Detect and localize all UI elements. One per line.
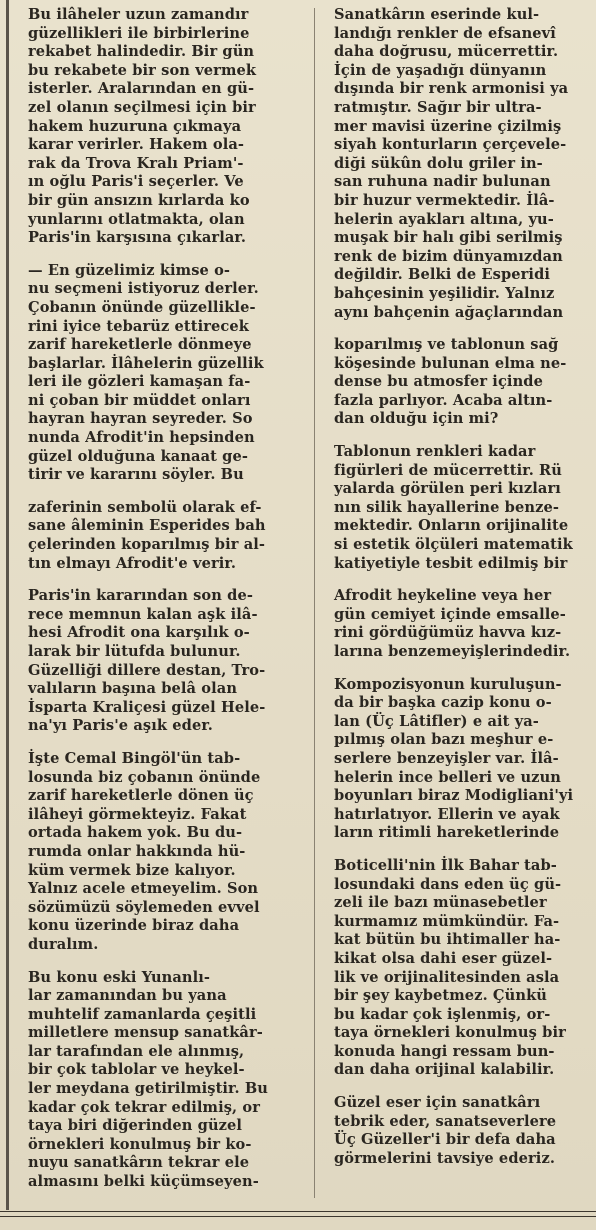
text-line: rini gördüğümüz havva kız- bbox=[334, 624, 562, 642]
text-line: nın silik hayallerine benze- bbox=[334, 498, 559, 516]
text-line: küm vermek bize kalıyor. bbox=[28, 861, 236, 879]
text-line: almasını belki küçümseyen- bbox=[28, 1173, 259, 1191]
text-line: mer mavisi üzerine çizilmiş bbox=[334, 117, 562, 135]
text-line: karar verirler. Hakem ola- bbox=[28, 136, 245, 154]
text-line: Boticelli'nin İlk Bahar tab- bbox=[334, 856, 557, 874]
text-line: si estetik ölçüleri matematik bbox=[334, 536, 573, 554]
text-line: dan daha orijinal kalabilir. bbox=[334, 1061, 555, 1079]
text-line: Kompozisyonun kuruluşun- bbox=[334, 675, 562, 693]
text-line: aynı bahçenin ağaçlarından bbox=[334, 303, 564, 321]
text-line: isterler. Aralarından en gü- bbox=[28, 80, 255, 98]
text-line: ratmıştır. Sağır bir ultra- bbox=[334, 98, 542, 116]
text-line: rini iyice tebarüz ettirecek bbox=[28, 317, 250, 335]
paragraph bbox=[334, 6, 584, 322]
text-line: diği sükûn dolu griler in- bbox=[334, 154, 543, 172]
text-line: hayran hayran seyreder. So bbox=[28, 410, 253, 428]
text-line: tın elmayı Afrodit'e verir. bbox=[28, 554, 237, 572]
text-line: fazla parlıyor. Acaba altın- bbox=[334, 391, 553, 409]
paragraph bbox=[334, 587, 584, 661]
text-line: da bir başka cazip konu o- bbox=[334, 694, 552, 712]
text-line: hesi Afrodit ona karşılık o- bbox=[28, 624, 250, 642]
text-line: dense bu atmosfer içinde bbox=[334, 373, 543, 391]
paragraph bbox=[334, 1094, 584, 1168]
text-line: san ruhuna nadir bulunan bbox=[334, 173, 551, 191]
text-line: katiyetiyle tesbit edilmiş bir bbox=[334, 554, 568, 572]
text-line: bir çok tablolar ve heykel- bbox=[28, 1061, 245, 1079]
text-line: Yalnız acele etmeyelim. Son bbox=[28, 880, 259, 898]
text-line: lik ve orijinalitesinden asla bbox=[334, 968, 560, 986]
text-line: yunlarını otlatmakta, olan bbox=[28, 210, 245, 228]
text-line: kadar çok tekrar edilmiş, or bbox=[28, 1098, 261, 1116]
text-line: sane âleminin Esperides bah bbox=[28, 517, 266, 535]
text-line: ortada hakem yok. Bu du- bbox=[28, 824, 243, 842]
text-line: bu rekabete bir son vermek bbox=[28, 61, 257, 79]
text-line: rumda onlar hakkında hü- bbox=[28, 842, 246, 860]
text-line: gün cemiyet içinde emsalle- bbox=[334, 605, 566, 623]
text-line: helerin ayakları altına, yu- bbox=[334, 210, 554, 228]
text-line: mektedir. Onların orijinalite bbox=[334, 517, 569, 535]
paragraph bbox=[28, 587, 308, 736]
text-line: çelerinden koparılmış bir al- bbox=[28, 536, 266, 554]
text-line: serlere benzeyişler var. İlâ- bbox=[334, 749, 559, 767]
text-line: ni çoban bir müddet onları bbox=[28, 391, 251, 409]
left-column bbox=[28, 6, 308, 1206]
text-line: bir huzur vermektedir. İlâ- bbox=[334, 191, 555, 209]
text-line: görmelerini tavsiye ederiz. bbox=[334, 1149, 556, 1167]
text-line: leri ile gözleri kamaşan fa- bbox=[28, 373, 251, 391]
text-line: dan olduğu için mi? bbox=[334, 410, 499, 428]
text-line: ilâheyi görmekteyiz. Fakat bbox=[28, 805, 247, 823]
text-line: landığı renkler de efsanevî bbox=[334, 24, 556, 42]
text-line: taya biri diğerinden güzel bbox=[28, 1117, 243, 1135]
text-line: taya örnekleri konulmuş bir bbox=[334, 1024, 566, 1042]
text-line: bahçesinin yeşilidir. Yalnız bbox=[334, 284, 555, 302]
text-line: Paris'in kararından son de- bbox=[28, 587, 253, 605]
text-line: siyah konturların çerçevele- bbox=[334, 136, 567, 154]
paragraph bbox=[28, 262, 308, 485]
text-line: bir gün ansızın kırlarda ko bbox=[28, 191, 250, 209]
text-line: Sanatkârın eserinde kul- bbox=[334, 6, 540, 23]
text-line: losunda biz çobanın önünde bbox=[28, 768, 261, 786]
text-line: İçin de yaşadığı dünyanın bbox=[334, 61, 547, 79]
text-line: pılmış olan bazı meşhur e- bbox=[334, 731, 554, 749]
paragraph bbox=[334, 443, 584, 573]
text-line: kurmamız mümkündür. Fa- bbox=[334, 912, 560, 930]
text-line: konuda hangi ressam bun- bbox=[334, 1042, 555, 1060]
text-line: larına benzemeyişlerindedir. bbox=[334, 643, 571, 660]
text-line: Güzel eser için sanatkârı bbox=[334, 1094, 541, 1112]
text-line: ın oğlu Paris'i seçerler. Ve bbox=[28, 173, 244, 191]
text-line: — En güzelimiz kimse o- bbox=[28, 261, 231, 279]
text-line: koparılmış ve tablonun sağ bbox=[334, 336, 559, 354]
text-line: rak da Trova Kralı Priam'- bbox=[28, 154, 244, 172]
text-line: bir şey kaybetmez. Çünkü bbox=[334, 987, 547, 1005]
right-column bbox=[334, 6, 584, 1182]
text-line: daha doğrusu, mücerrettir. bbox=[334, 43, 559, 61]
text-line: hakem huzuruna çıkmaya bbox=[28, 117, 242, 135]
text-line: sözümüzü söylemeden evvel bbox=[28, 898, 260, 916]
text-line: dışında bir renk armonisi ya bbox=[334, 80, 569, 98]
text-line: Üç Güzeller'i bir defa daha bbox=[334, 1131, 556, 1149]
text-line: zel olanın seçilmesi için bir bbox=[28, 98, 256, 116]
text-line: renk de bizim dünyamızdan bbox=[334, 247, 563, 265]
paragraph bbox=[334, 336, 584, 429]
text-line: nu seçmeni istiyoruz derler. bbox=[28, 280, 259, 298]
text-line: lan (Üç Lâtifler) e ait ya- bbox=[334, 712, 539, 730]
paragraph bbox=[28, 750, 308, 955]
text-line: örnekleri konulmuş bir ko- bbox=[28, 1135, 252, 1153]
text-line: Paris'in karşısına çıkarlar. bbox=[28, 229, 247, 247]
paragraph bbox=[28, 499, 308, 573]
text-line: zarif hareketlerle dönen üç bbox=[28, 787, 254, 805]
text-line: nunda Afrodit'in hepsinden bbox=[28, 429, 255, 447]
text-line: tebrik eder, sanatseverlere bbox=[334, 1112, 557, 1130]
text-line: rekabet halindedir. Bir gün bbox=[28, 43, 255, 61]
text-line: valıların başına belâ olan bbox=[28, 680, 238, 698]
paragraph bbox=[334, 857, 584, 1080]
text-line: başlarlar. İlâhelerin güzellik bbox=[28, 354, 264, 372]
text-line: Afrodit heykeline veya her bbox=[334, 587, 552, 605]
text-line: boyunları biraz Modigliani'yi bbox=[334, 787, 574, 805]
text-line: kikat olsa dahi eser güzel- bbox=[334, 949, 553, 967]
text-line: köşesinde bulunan elma ne- bbox=[334, 354, 567, 372]
text-line: Tablonun renkleri kadar bbox=[334, 443, 536, 461]
text-line: İşte Cemal Bingöl'ün tab- bbox=[28, 749, 241, 767]
left-border-rule bbox=[6, 0, 9, 1210]
text-line: Çobanın önünde güzellikle- bbox=[28, 298, 256, 316]
text-line: ların ritimli hareketlerinde bbox=[334, 824, 560, 842]
text-line: lar tarafından ele alınmış, bbox=[28, 1042, 245, 1060]
bottom-border-rule bbox=[0, 1211, 596, 1217]
text-line: Bu ilâheler uzun zamandır bbox=[28, 6, 249, 23]
text-line: lar zamanından bu yana bbox=[28, 987, 227, 1005]
text-line: hatırlatıyor. Ellerin ve ayak bbox=[334, 805, 560, 823]
text-line: zarif hareketlerle dönmeye bbox=[28, 336, 252, 354]
text-line: muhtelif zamanlarda çeşitli bbox=[28, 1005, 257, 1023]
text-line: nuyu sanatkârın tekrar ele bbox=[28, 1154, 250, 1172]
text-line: figürleri de mücerrettir. Rü bbox=[334, 461, 562, 479]
text-line: yalarda görülen peri kızları bbox=[334, 480, 561, 498]
text-line: bu kadar çok işlenmiş, or- bbox=[334, 1005, 551, 1023]
text-line: larak bir lütufda bulunur. bbox=[28, 643, 241, 660]
text-line: güzellikleri ile birbirlerine bbox=[28, 24, 250, 42]
text-line: rece memnun kalan aşk ilâ- bbox=[28, 605, 258, 623]
paragraph bbox=[28, 969, 308, 1192]
text-line: losundaki dans eden üç gü- bbox=[334, 875, 562, 893]
text-line: Güzelliği dillere destan, Tro- bbox=[28, 661, 266, 679]
text-line: muşak bir halı gibi serilmiş bbox=[334, 229, 563, 247]
text-line: kat bütün bu ihtimaller ha- bbox=[334, 931, 561, 949]
text-line: helerin ince belleri ve uzun bbox=[334, 768, 561, 786]
text-line: zaferinin sembolü olarak ef- bbox=[28, 498, 262, 516]
text-line: na'yı Paris'e aşık eder. bbox=[28, 717, 213, 735]
text-line: değildir. Belki de Esperidi bbox=[334, 266, 551, 284]
text-line: İsparta Kraliçesi güzel Hele- bbox=[28, 698, 266, 716]
text-line: milletlere mensup sanatkâr- bbox=[28, 1024, 263, 1042]
text-line: Bu konu eski Yunanlı- bbox=[28, 968, 211, 986]
column-divider bbox=[314, 8, 315, 1198]
paragraph bbox=[334, 676, 584, 843]
text-line: güzel olduğuna kanaat ge- bbox=[28, 447, 249, 465]
text-line: zeli ile bazı münasebetler bbox=[334, 894, 547, 912]
text-line: duralım. bbox=[28, 935, 99, 953]
text-line: ler meydana getirilmiştir. Bu bbox=[28, 1080, 269, 1098]
paragraph bbox=[28, 6, 308, 248]
text-line: tirir ve kararını söyler. Bu bbox=[28, 466, 244, 484]
text-line: konu üzerinde biraz daha bbox=[28, 917, 240, 935]
